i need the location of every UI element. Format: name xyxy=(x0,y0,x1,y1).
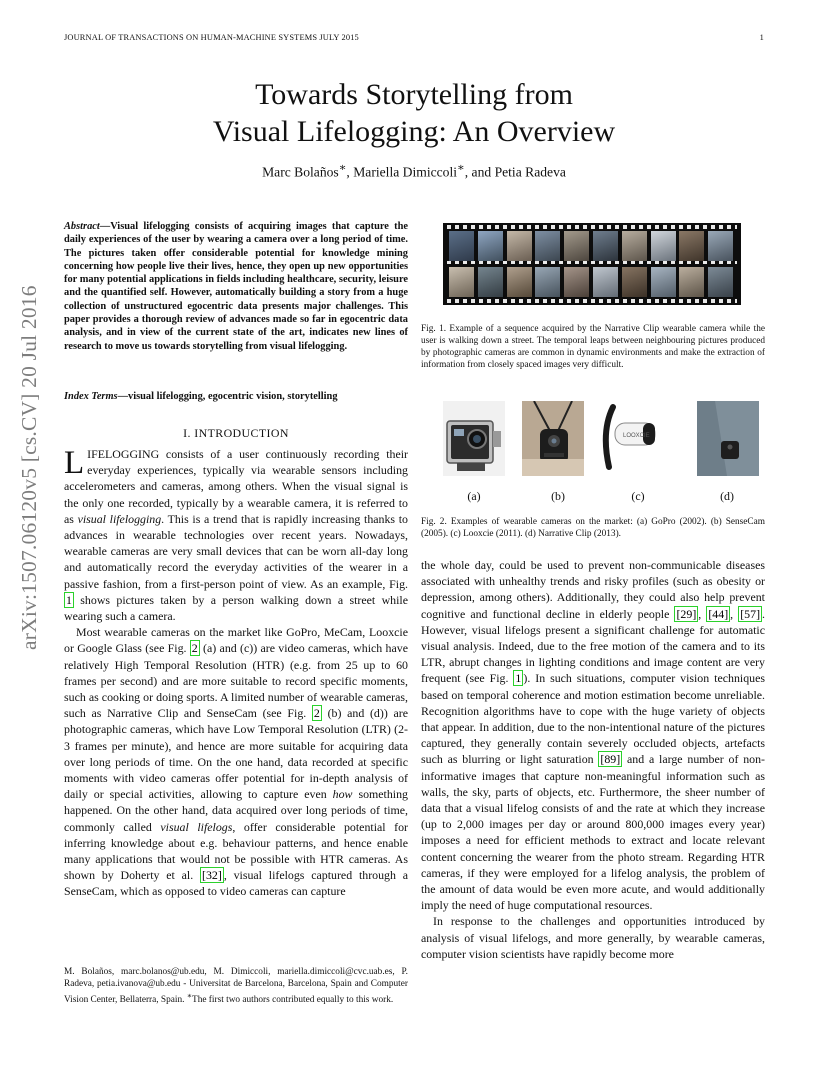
text-run: (b) and (d)) are photographic cameras, which have Low Temporal Resolution (LTR) (2-3 frames per minute), and hence are more suitable for acquiring data over long periods of time. On the one hand, data recorded at specific moments with video cameras offer potential for in-depth analysis of daily or special activities, allowing to capture even xyxy=(64,706,408,802)
equal-contribution-mark: ∗ xyxy=(457,162,465,174)
citation-link[interactable]: [32] xyxy=(202,868,222,883)
text-run: shows pictures taken by a person walking down a street while wearing such a camera. xyxy=(64,592,408,624)
text-run: , xyxy=(730,606,739,621)
filmstrip-photo-frame xyxy=(449,231,474,261)
title-line-2: Visual Lifelogging: An Overview xyxy=(212,115,616,148)
footnote-equal-contribution: The first two authors contributed equally to this work. xyxy=(192,995,394,1006)
text-run: ). In such situations, computer vision techniques based on temporal coherence and motion estimation become unreliable. Recognition algorithms have to cope with the huge variety of objects that appear. In addition, due to the non-intentional nature of the pictures captured, they generally contain severely occluded objects, artefacts such as blurring or light saturation xyxy=(421,671,765,767)
filmstrip-photo-frame xyxy=(478,231,503,261)
abstract-text: —Visual lifelogging consists of acquiring images that capture the daily experiences of the user by wearing a camera over a long period of time. The pictures taken offer considerable potential for knowledge mining concerning how people live their lives, hence, they open up new opportunities for many potential applications in fields including healthcare, security, leisure and the quantified self. However, automatically building a story from a huge collection of unstructured egocentric data presents major challenges. This paper provides a thorough review of advances made so far in egocentric data analysis, and in view of the current state of the art, indicates new lines of research to move us towards storytelling from visual lifelogging. xyxy=(64,221,408,352)
emphasis: how xyxy=(332,787,353,802)
paper-title xyxy=(0,76,828,150)
filmstrip-photo-frame xyxy=(564,267,589,297)
figure-reference-link[interactable]: 1 xyxy=(66,592,72,607)
text-run: . This is a trend that is rapidly increasing thanks to advances in wearable technologies over recent years. Nowadays, wearable cameras are very small devices that can be worn all-day long and automatically record the everyday activities of the wearer in a passive fashion, from a first-person point of view. As an example, Fig. xyxy=(64,511,408,591)
index-terms-text: —visual lifelogging, egocentric vision, storytelling xyxy=(117,391,338,402)
filmstrip-photo-frame xyxy=(449,267,474,297)
filmstrip-photo-frame xyxy=(622,267,647,297)
author-separator: , and xyxy=(464,164,495,180)
intro-paragraph-1 xyxy=(64,446,408,624)
figure-2-caption: Fig. 2. Examples of wearable cameras on the market: (a) GoPro (2002). (b) SenseCam (2005). (c) Looxcie (2011). (d) Narrative Clip (2013). xyxy=(421,517,765,539)
filmstrip-photo-frame xyxy=(593,267,618,297)
abstract-label: Abstract xyxy=(64,221,100,232)
figure-reference-link[interactable]: 1 xyxy=(515,671,522,686)
text-run: IFELOGGING consists of a user continuously recording their everyday experiences, typically via wearable sensors including accelerometers and cameras, among others. When the visual signal is the only one recorded, typically by a wearable camera, it is referred to as xyxy=(64,447,408,526)
filmstrip-photo-frame xyxy=(535,231,560,261)
subfigure-label-a: (a) xyxy=(467,489,481,503)
author-list xyxy=(0,160,828,181)
sensecam-camera-image xyxy=(522,401,584,476)
running-header xyxy=(64,33,764,42)
filmstrip-photo-frame xyxy=(708,231,733,261)
section-title: NTRODUCTION xyxy=(198,426,289,440)
filmstrip-photo-frame xyxy=(679,267,704,297)
text-run: . However, visual lifelogs present a significant challenge for automatic visual analysis. Indeed, due to the free motion of the camera and to its LTR, abrupt changes in lighting conditions and image content are very frequent (see Fig. xyxy=(421,606,766,686)
filmstrip-photo-frame xyxy=(651,231,676,261)
citation-link[interactable]: [89] xyxy=(600,752,621,767)
citation-link[interactable]: [57] xyxy=(740,606,761,621)
text-run: the whole day, could be used to prevent non-communicable diseases associated with unhealthy trends and risky profiles (such as obesity or depression, among others). Additionally, they could also help prevent cognitive and functional decline in elderly people xyxy=(421,558,765,621)
equal-contribution-mark: ∗ xyxy=(338,162,347,174)
author-separator: , xyxy=(346,164,354,180)
footnote-affiliations: M. Bolaños, marc.bolanos@ub.edu, M. Dimiccoli, mariella.dimiccoli@cvc.uab.es, P. Radeva, petia.ivanova@ub.edu - Universitat de Barcelona, Barcelona, Spain and Computer Vision Center, Bellaterra, Spain. xyxy=(64,967,408,1006)
figure-1-filmstrip xyxy=(443,223,741,305)
figure-reference-link[interactable]: 2 xyxy=(191,641,198,656)
abstract xyxy=(64,220,408,353)
index-terms xyxy=(64,391,408,402)
text-run: , visual lifelogs captured through a SenseCam, which as opposed to video cameras can capture xyxy=(64,868,409,899)
author-2: Mariella Dimiccoli xyxy=(353,164,458,180)
film-sprocket-holes xyxy=(447,299,737,303)
filmstrip-photo-frame xyxy=(593,231,618,261)
title-line-1: Towards Storytelling from xyxy=(255,78,573,111)
film-sprocket-holes xyxy=(447,261,737,264)
section-heading xyxy=(64,426,408,441)
footnote-mark: ∗ xyxy=(186,991,193,1000)
text-run: , xyxy=(698,606,707,621)
looxcie-camera-image xyxy=(599,401,661,476)
gopro-camera-image xyxy=(443,401,505,476)
looxcie-logo: LOOXCIE xyxy=(623,433,650,439)
author-1: Marc Bolaños xyxy=(262,164,339,180)
text-run: Most wearable cameras on the market like GoPro, MeCam, Looxcie or Google Glass (see Fig. xyxy=(64,625,408,656)
citation-link[interactable]: [44] xyxy=(708,606,729,621)
filmstrip-photo-frame xyxy=(622,231,647,261)
emphasis: visual lifelogs xyxy=(160,819,233,834)
arxiv-identifier: arXiv:1507.06120v5 [cs.CV] 20 Jul 2016 xyxy=(17,285,41,650)
text-run: (a) and (c)) are video cameras, which have relatively High Temporal Resolution (HTR) (e.g. from 25 up to 60 frames per second) and are more suitable to record specific moments, such as cooking or doing sports. A limited number of wearable cameras, such as Narrative Clip and SenseCam (see Fig. xyxy=(64,641,408,721)
right-column-text xyxy=(421,557,765,962)
index-terms-label: Index Terms xyxy=(64,391,118,402)
filmstrip-photo-frame xyxy=(564,231,589,261)
filmstrip-photo-frame xyxy=(507,231,532,261)
subfigure-label-c: (c) xyxy=(631,489,645,503)
filmstrip-photo-frame xyxy=(478,267,503,297)
filmstrip-photo-frame xyxy=(507,267,532,297)
drop-cap: L xyxy=(64,445,85,481)
section-number: I. xyxy=(183,426,191,440)
narrative-clip-camera-image xyxy=(697,401,759,476)
film-sprocket-holes xyxy=(447,225,737,229)
subfigure-label-d: (d) xyxy=(720,489,734,503)
filmstrip-photo-frame xyxy=(651,267,676,297)
citation-link[interactable]: [29] xyxy=(676,606,697,621)
right-paragraph-1 xyxy=(421,557,765,913)
filmstrip-photo-frame xyxy=(535,267,560,297)
page-number: 1 xyxy=(759,33,764,42)
text-run: something happened. On the other hand, data acquired over long periods of time, commonly called xyxy=(64,787,408,834)
intro-text xyxy=(64,446,408,900)
emphasis: visual lifelogging xyxy=(77,511,162,526)
right-paragraph-2: In response to the challenges and opportunities introduced by analysis of visual lifelogs, and more generally, by wearable cameras, computer vision scientists have rapidly become more xyxy=(421,914,765,961)
journal-name: JOURNAL OF TRANSACTIONS ON HUMAN-MACHINE SYSTEMS JULY 2015 xyxy=(64,33,359,42)
text-run: , offer considerable potential for inferring knowledge about e.g. behaviour patterns, and hence enable many applications that would not be possible with HTR cameras. As shown by Doherty et al. xyxy=(64,819,409,883)
filmstrip-photo-frame xyxy=(708,267,733,297)
figure-reference-link[interactable]: 2 xyxy=(313,706,320,721)
author-3: Petia Radeva xyxy=(494,164,566,180)
filmstrip-photo-frame xyxy=(679,231,704,261)
author-footnote xyxy=(64,966,408,1006)
text-run: and a large number of non-informative images that capture non-meaningful information such as walls, the sky, parts of objects, etc. Furthermore, the sheer number of data that a visual lifelog consists of and the rate at which they increase (up to 2,000 images per day or around 800,000 images every year) imposes a need for efficient methods to extract and locate relevant content concerning the wearer from the photo stream. Regarding HTR cameras, if they were employed for a lifelog analysis, the problem of the amount of data would be even more acute, and would additionally imply the need of huge computational resources. xyxy=(421,752,765,913)
intro-paragraph-2 xyxy=(64,624,408,899)
subfigure-label-b: (b) xyxy=(551,489,565,503)
figure-1-caption: Fig. 1. Example of a sequence acquired by the Narrative Clip wearable camera while the user is walking down a street. The temporal leaps between neighbouring pictures produced by photographic cameras are common in dynamic environments and make the extraction of information from closely spaced images very difficult. xyxy=(421,324,765,370)
section-initial: I xyxy=(194,426,199,440)
